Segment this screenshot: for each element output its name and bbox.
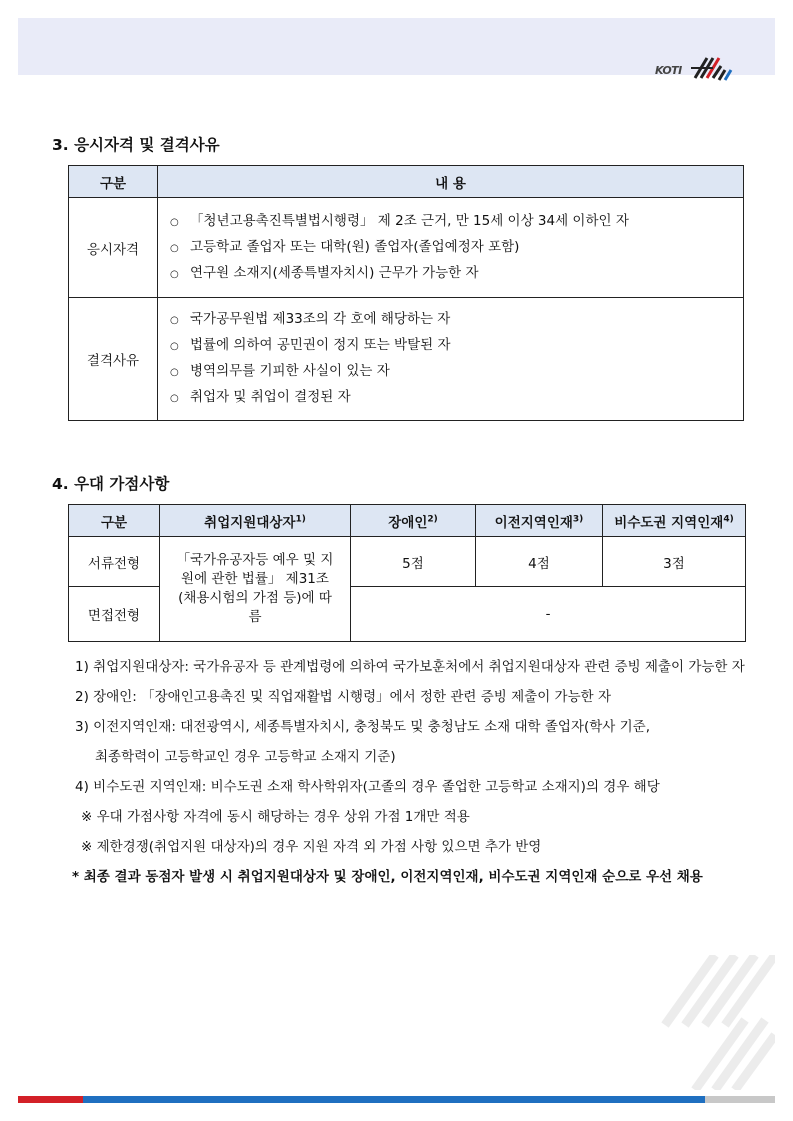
row-content	[158, 198, 744, 298]
col-header: 비수도권 지역인재$^{4)}$	[603, 505, 746, 537]
final-note: * 최종 결과 동점자 발생 시 취업지원대상자 및 장애인, 이전지역인재, 비수도권 지역인재 순으로 우선 채용	[72, 869, 703, 885]
table-header-row	[69, 166, 744, 198]
section4-title: 4. 우대 가점사항	[52, 475, 170, 493]
list-item: ○ 병역의무를 기피한 사실이 있는 자	[170, 359, 743, 385]
score-cell: 4점	[476, 537, 603, 587]
list-item: ○ 연구원 소재지(세종특별자치시) 근무가 가능한 자	[170, 261, 743, 287]
col-header: 취업지원대상자$^{1)}$	[160, 505, 351, 537]
score-cell: 3점	[603, 537, 746, 587]
score-cell: 5점	[351, 537, 476, 587]
footnote: 4) 비수도권 지역인재: 비수도권 소재 학사학위자(고졸의 경우 졸업한 고등학교 소재지)의 경우 해당	[75, 779, 660, 795]
eligibility-table	[68, 165, 744, 421]
footnote: 1) 취업지원대상자: 국가유공자 등 관계법령에 의하여 국가보훈처에서 취업지원대상자 관련 증빙 제출이 가능한 자	[75, 659, 745, 675]
col-header: 구분	[69, 505, 160, 537]
footer-bar-blue	[83, 1096, 705, 1103]
col-header: 이전지역인재$^{3)}$	[476, 505, 603, 537]
list-item: ○ 법률에 의하여 공민권이 정지 또는 박탈된 자	[170, 333, 743, 359]
row-content	[158, 298, 744, 421]
logo-text: KOTI	[655, 64, 682, 77]
footnote: 최종학력이 고등학교인 경우 고등학교 소재지 기준)	[95, 749, 396, 765]
list-item: ○ 취업자 및 취업이 결정된 자	[170, 385, 743, 411]
footnotes	[72, 652, 745, 892]
table-row	[69, 298, 744, 421]
row-label: 서류전형	[69, 537, 160, 587]
footnote: 3) 이전지역인재: 대전광역시, 세종특별자치시, 충청북도 및 충청남도 소재 대학 졸업자(학사 기준,	[75, 719, 651, 735]
veteran-cell: 「국가유공자등 예우 및 지원에 관한 법률」 제31조(채용시험의 가점 등)에 따름	[160, 537, 351, 642]
list-item: ○ 고등학교 졸업자 또는 대학(원) 졸업자(졸업예정자 포함)	[170, 235, 743, 261]
col-header: 구분	[69, 166, 158, 198]
bonus-table	[68, 504, 746, 642]
row-label: 응시자격	[69, 198, 158, 298]
section3-title: 3. 응시자격 및 결격사유	[52, 136, 220, 154]
row-label: 면접전형	[69, 587, 160, 642]
footnote: 2) 장애인: 「장애인고용촉진 및 직업재활법 시행령」에서 정한 관련 증빙 제출이 가능한 자	[75, 689, 612, 705]
footer-bar-gray	[705, 1096, 775, 1103]
list-item: ○ 국가공무원법 제33조의 각 호에 해당하는 자	[170, 307, 743, 333]
table-row	[69, 537, 746, 587]
col-header: 장애인$^{2)}$	[351, 505, 476, 537]
interview-cell: -	[351, 587, 746, 642]
header-band	[18, 18, 775, 75]
table-row	[69, 198, 744, 298]
list-item: ○ 「청년고용촉진특별법시행령」 제 2조 근거, 만 15세 이상 34세 이하인 자	[170, 209, 743, 235]
footer-bar-red	[18, 1096, 83, 1103]
row-label: 결격사유	[69, 298, 158, 421]
col-header: 내 용	[158, 166, 744, 198]
footnote: ※ 우대 가점사항 자격에 동시 해당하는 경우 상위 가점 1개만 적용	[81, 809, 470, 825]
watermark-stripes-icon	[655, 955, 775, 1090]
koti-logo	[655, 46, 735, 86]
footnote: ※ 제한경쟁(취업지원 대상자)의 경우 지원 자격 외 가점 사항 있으면 추가 반영	[81, 839, 542, 855]
table-header-row	[69, 505, 746, 537]
